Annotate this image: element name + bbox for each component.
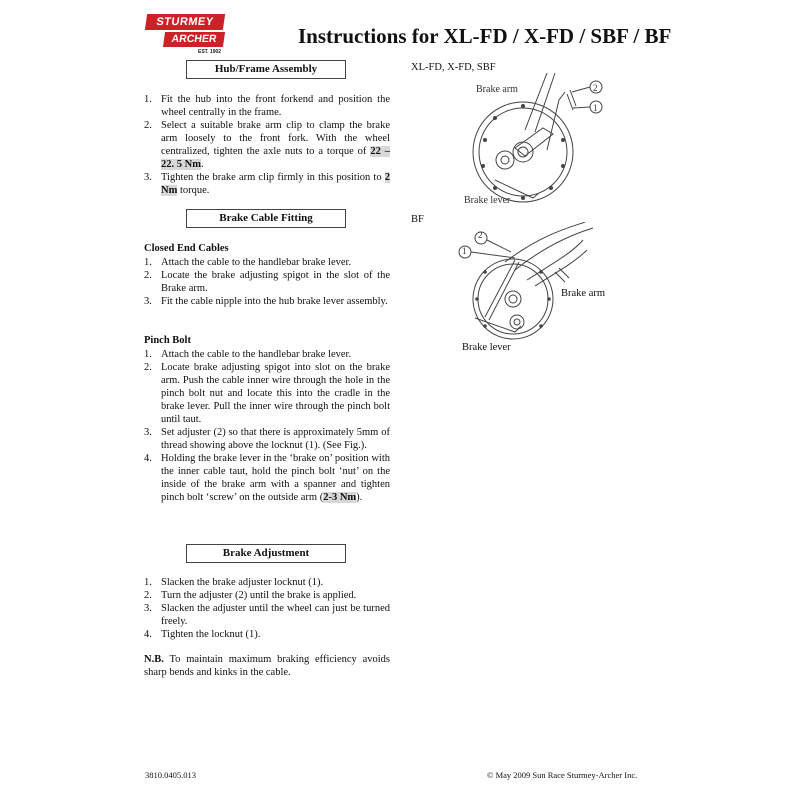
figure-top-brake-lever-label: Brake lever — [464, 195, 511, 206]
list-item: 1. Attach the cable to the handlebar brake lever. — [144, 257, 352, 268]
logo-line1: STURMEY — [145, 14, 225, 30]
adjust-list — [144, 576, 390, 641]
nb-note: N.B. To maintain maximum braking efficiency avoids sharp bends and kinks in the cable. — [144, 654, 390, 678]
list-item: 2. Turn the adjuster (2) until the brake is applied. — [144, 590, 357, 601]
list-item: 4. Holding the brake lever in the ‘brake on’ position with the inner cable taut, hold the pinch bolt ‘nut’ on the inside of the brake arm with a spanner and tighten pinch bolt ‘screw’ on the outside arm (2-3 Nm). — [144, 453, 390, 503]
logo-est: EST. 1902 — [198, 49, 222, 55]
list-item: 3. Tighten the brake arm clip firmly in this position to 2 Nm torque. — [144, 172, 390, 196]
hub-list — [144, 93, 390, 197]
list-item: 2. Locate the brake adjusting spigot in the slot of the Brake arm. — [144, 270, 390, 294]
figure-bottom-brake-arm-label: Brake arm — [561, 288, 606, 299]
list-item: 2. Locate brake adjusting spigot into slot on the brake arm. Push the cable inner wire through the hole in the pinch bolt nut and locate this into the cradle in the brake lever. Pull the inner wire through the pinch bolt until taut. — [144, 362, 390, 425]
figure-bottom-callout-2: 2 — [478, 230, 483, 240]
page-title: Instructions for XL-FD / X-FD / SBF / BF — [298, 24, 672, 48]
pinch-bolt-list — [144, 348, 390, 504]
footer-copyright: © May 2009 Sun Race Sturmey-Archer Inc. — [487, 770, 638, 780]
list-item: 2. Select a suitable brake arm clip to clamp the brake arm loosely to the front fork. With the wheel centralized, tighten the axle nuts to a torque of 22 – 22. 5 Nm. — [144, 120, 390, 170]
list-item: 3. Fit the cable nipple into the hub brake lever assembly. — [144, 296, 388, 307]
section-heading-cable: Brake Cable Fitting — [186, 209, 346, 228]
list-item: 1. Attach the cable to the handlebar brake lever. — [144, 349, 352, 360]
figure-bottom-callout-1: 1 — [462, 246, 467, 256]
sturmey-archer-logo — [146, 14, 224, 58]
subhead-pinch-bolt: Pinch Bolt — [144, 335, 191, 346]
list-item: 3. Set adjuster (2) so that there is approximately 5mm of thread showing above the locknut (1). (See Fig.). — [144, 427, 390, 451]
footer-document-code: 3810.0405.013 — [145, 770, 196, 780]
figure-top-brake-arm-label: Brake arm — [476, 84, 518, 95]
figure-top-label: XL-FD, X-FD, SBF — [411, 62, 496, 73]
subhead-closed-end: Closed End Cables — [144, 243, 229, 254]
list-item: 3. Slacken the adjuster until the wheel can just be turned freely. — [144, 603, 390, 627]
list-item: 4. Tighten the locknut (1). — [144, 629, 261, 640]
figure-top-callout-1: 1 — [593, 103, 598, 113]
figure-top-callout-2: 2 — [593, 83, 598, 93]
section-heading-adjust: Brake Adjustment — [186, 544, 346, 563]
list-item: 1. Slacken the brake adjuster locknut (1). — [144, 577, 324, 588]
figure-bottom-hub-diagram — [455, 222, 615, 342]
list-item: 1. Fit the hub into the front forkend and position the wheel centrally in the frame. — [144, 94, 390, 118]
figure-bottom-brake-lever-label: Brake lever — [462, 342, 511, 353]
closed-end-list — [144, 256, 390, 308]
logo-line2: ARCHER — [163, 32, 225, 47]
figure-bottom-label: BF — [411, 214, 424, 225]
section-heading-hub: Hub/Frame Assembly — [186, 60, 346, 79]
